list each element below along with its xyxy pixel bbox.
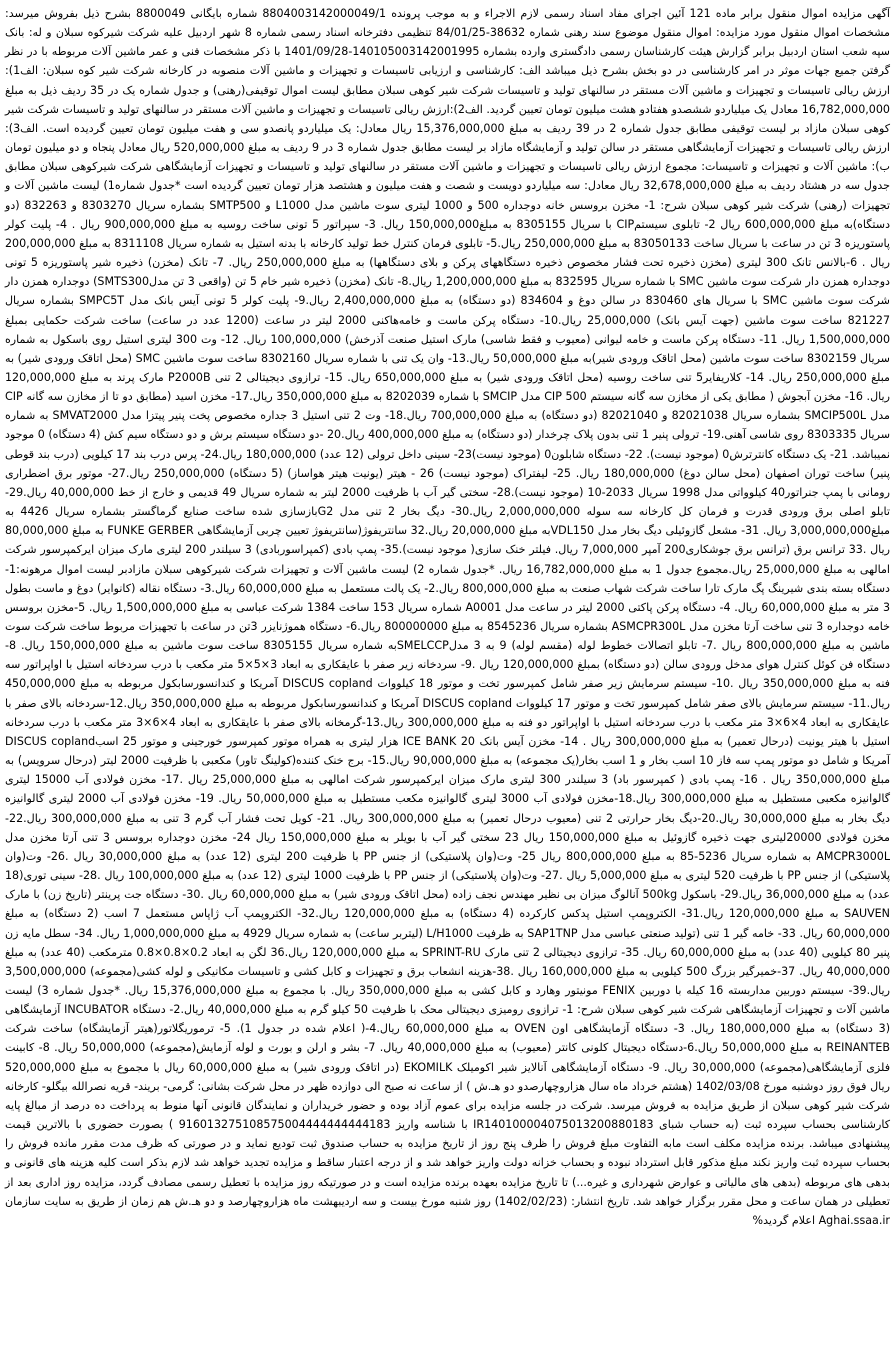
auction-notice-body: آگهی مزایده اموال منقول برابر ماده 121 آئین اجرای مفاد اسناد رسمی لازم الاجراء و به موجب پرونده 8804003142000049/1 شماره بایگانی 8800049 بشرح ذیل بفروش میرسد: مشخصات اموال منقول مورد مزایده: اموال منقول موضوع سند رهنی شماره 38632-84/01/25 تنظیمی دفترخانه اسناد رسمی شماره 8 شهر اردبیل علیه شرکت شیرکوه سبلان و له: بانک سپه شعب استان اردبیل برابر گزارش هیئت کارشناسان رسمی دادگستری وارده بشماره 140105003142001995-1401/09/28 با ذکر مشخصات فنی و عمر ماشین آلات مربوطه با در نظر گرفتن جمیع جهات موثر در امر کارشناسی در دو بخش بشرح ذیل میباشد الف: کارشناسی و ارزیابی تاسیسات و تجهیزات و ماشین آلات منصوبه در کارخانه شرکت شیر کوه سبلان: الف1): ارزش ریالی تاسیسات و تجهیزات و ماشین آلات مستقر در سالنهای تولید و تاسیسات شرکت شیر کوهی سبلان مطابق لیست اموال توقیفی(رهنی) و جدول شماره یک در 35 ردیف ذیل به مبلغ 16,782,000,000 معادل یک میلیاردو ششصدو هفتادو هشت میلیون تومان تعیین گردید. الف2):ارزش ریالی تاسیسات و تجهیزات و ماشین آلات مستقر در سالنهای تولید و تاسیسات شرکت شیر کوهی سبلان مازاد بر لیست توقیفی مطابق جدول شماره 2 در 39 ردیف به مبلغ 15,376,000,000 ریال معادل: یک میلیاردو پانصدو سی و هفت میلیون تومان تعیین گردیده است. الف3): ارزش ریالی تاسیسات و تجهیزات آزمایشگاهی مستقر در سالن تولید و آزمایشگاه مازاد بر لیست مطابق جدول شماره 3 در 9 ردیف به مبلغ 520,000,000 ریال معادل پنجاه و دو میلیون تومان ب): ماشین آلات و تجهیزات و تاسیسات: مجموع ارزش ریالی تاسیسات و تجهیزات و ماشین آلات مستقر در سالنهای تولید و تاسیسات و تجهیزات آزمایشگاهی شرکت شیرکوهی سبلان مطابق جدول سه در هشتاد ردیف به مبلغ 32,678,000,000 ریال معادل: سه میلیاردو دویست و شصت و هفت میلیون و هشتصد هزار تومان تعیین گردیده است *جدول شماره1) لیست ماشین آلات و تجهیزات (رهنی) شرکت شیر کوهی سبلان شرح: 1- مخزن بروسس خانه دوجداره 500 و 1000 لیتری سوت ماشین مدل L1000 و SMTP500 بشماره سریال 8303270 و 832263 (دو دستگاه)به مبلغ 600,000,000 ریال 2- تابلوی سیستمCIP با سریال 8305155 به مبلغ150,000,000 ریال. 3- سپراتور 5 تونی ساخت روسیه به مبلغ 900,000,000 ریال . 4- پلیت کولر پاستوریزه 3 تن در ساعت با سریال ساخت 83050133 به مبلغ 250,000,000 ریال.5- تابلوی فرمان کنترل خط تولید کارخانه با بدنه استیل به شماره سریال 8311108 به مبلغ 200,000,000 ریال . 6-بالانس تانک 300 لیتری (مخزن ذخیره تحت فشار مخصوص ذخیره دستگاههای پرکن و بلای دستگاهها) به مبلغ 250,000,000 ریال. 7- تانک (مخزن) ذخیره شیر پاستوریزه 5 تونی دوجداره همزن دار شرکت سوت ماشین SMC با شماره سریال 832595 به مبلغ 1,200,000,000 ریال.8- تانک (مخزن) ذخیره شیر خام 5 تن (واقعی 3 تن مدلSMTS300) دوجداره همزن دار شرکت سوت ماشین SMC با سریال های 830460 در سالن دوغ و 834604 (دو دستگاه) به مبلغ 2,400,000,000 ریال.9- پلیت کولر 5 تونی آیس بانک مدل SMPC5T بشماره سریال 821227 ساخت سوت ماشین (جهت آیس بانک) 25,000,000 ریال.10- دستگاه پرکن ماست و خامه‌هاکنی 2000 لیتر در ساعت (1200 عدد در ساعت) ساخت شرکت حکمایی بمبلغ 1,500,000,000 ریال. 11- دستگاه پرکن ماست و خامه لیوانی (معیوب و فقط شاسی) مارک استیل صنعت آذرخش) 100,000,000 ریال. 12- وت 300 لیتری استیل روی باسکول به شماره سریال 8302159 ساخت سوت ماشین (محل اتاقک ورودی شیر)به مبلغ 50,000,000 ریال.13- وان یک تنی با شماره سریال 8302160 ساخت سوت ماشین SMC (محل اتاقک ورودی شیر) به مبلغ 250,000,000 ریال. 14- کلاریفایر5 تنی ساخت روسیه (محل اتاقک ورودی شیر) به مبلغ 650,000,000 ریال. 15- ترازوی دیجیتالی 2 تنی P2000B مارک پرند به مبلغ 120,000,000 ریال. 16- مخزن آبجوش ( مطابق یکی از مخازن سه گانه سیستم CIP 500 مدل SMCIP با شماره 8202039 به مبلغ 350,000,000 ریال.17- مخزن اسید (مطابق دو تا از مخازن سه گانه CIP مدل SMCIP500L بشماره سریال 82021038 و 82021040 (دو دستگاه) به مبلغ 700,000,000 ریال.18- وت 2 تنی استیل 3 جداره مخصوص پخت پنیر پیتزا مدل SMVAT2000 به شماره سریال 8303335 روی شاسی آهنی.19- ترولی پنیر 1 تنی بدون پلاک چرخدار (دو دستگاه) به مبلغ 400,000,000 ریال.20 -دو دستگاه سیستم برش و دو دستگاه سیم کش (4 دستگاه) 0 موجود نمیباشد. 21- یک دستگاه کانترترش0 (موجود نیست). 22- دستگاه شابلون0 (موجود نیست)23- سینی داخل ترولی (12 عدد) 180,000,000 ریال.24- پرس درب بند 17 کیلویی (درب بند قوطی پنیر) ساخت توران اصفهان (محل سالن دوغ) 180,000,000 ریال. 25- لیفتراک (موجود نیست) 26 - هیتر (یونیت هیتر هواساز) (5 دستگاه) 250,000,000 ریال.27- موتور برق اضطراری رومانی با پمپ جنراتور40 کیلوواتی مدل 1998 سریال 2033-10 (موجود نیست).28- سختی گیر آب با ظرفیت 2000 لیتر به شماره سریال 49 قدیمی و خارج از خط 40,000,000 ریال.29- تابلو اصلی برق ورودی قدرت و فرمان کل کارخانه سه سوله 2,000,000,000 ریال.30- دیگ بخار 2 تنی مدل G2بازسازی شده ساخت صنایع گرماگستر بشماره سریال 4426 به مبلغ3,000,000,000 ریال. 31- مشعل گازوئیلی دیگ بخار مدل VDL150به مبلغ 20,000,000 ریال.32 سانتریفوژ(سانتریفوژ تعیین چربی آزمایشگاهی FUNKE GERBER به مبلغ 80,000,000 ریال .33 ترانس برق (ترانس برق جوشکاری200 آمپر 7,000,000 ریال. فیلتر خنک سازی( موجود نیست).35- پمپ بادی (کمپراسوربادی) 3 سیلندر 200 لیتری مارک میزان ایرکمپرسور شرکت امالهی به مبلغ 25,000,000 ریال.مجموع جدول 1 به مبلغ 16,782,000,000 ریال. *جدول شماره 2) لیست ماشین آلات و تجهیزات شرکت شیرکوهی سبلان مازادبر لیست اموال مرهونه:1- دستگاه بسته بندی شیرینگ پگ مارک تارا ساخت شرکت شهاب صنعت به مبلغ 800,000,000 ریال.2- یک پالت مستعمل به مبلغ 60,000,000 ریال.3- دستگاه نقاله (کانوایر) دوغ و ماست بطول 3 متر به مبلغ 60,000,000 ریال. 4- دستگاه پرکن پاکتی 2000 لیتر در ساعت مدل A0001 شماره سریال 153 ساخت 1384 شرکت عباسی به مبلغ 1,500,000,000 ریال. 5-مخزن بروسس خامه دوجداره 3 تنی ساخت آرتا مخزن مدل ASMCPR300L بشماره سریال 8545236 به مبلغ 800000000 ریال.6- دستگاه هموژنایزر 3تن در ساعت با تجهیزات مربوط ساخت شرکت سوت ماشین به مبلغ 800,000,000 ریال .7- تابلو اتصالات خطوط لوله (مقسم لوله) 9 به 3 مدلSMELCCPبه شماره سریال 8305155 ساخت سوت ماشین به مبلغ 150,000,000 ریال. 8- دستگاه فن کوئل کنترل هوای مدخل ورودی سالن (دو دستگاه) بمبلغ 120,000,000 ریال .9- سردخانه زیر صفر با عایقکاری به ابعاد 3×5×5 متر مکعب با درب سردخانه استیل با اواپراتور سه فنه به مبلغ 350,000,000 ریال .10- سیستم سرمایش زیر صفر شامل کمپرسور تخت و موتور 18 کیلووات DISCUS copland آمریکا و کندانسورسابکول مربوطه به مبلغ 450,000,000 ریال.11- سیستم سرمایش بالای صفر شامل کمپرسور تخت و موتور 17 کیلووات DISCUS copland آمریکا و کندانسورسابکول مربوطه به مبلغ 350,000,000 ریال.12-سردخانه بالای صفر با عایقکاری به ابعاد 4×6×3 متر مکعب با درب سردخانه استیل با اواپراتور دو فنه به مبلغ 300,000,000 ریال.13-گرمخانه بالای صفر با عایقکاری به ابعاد 4×6×3 متر مکعب با درب سردخانه استیل با هیتر یونیت (درحال تعمیر) به مبلغ 300,000,000 ریال . 14- مخزن آیس بانک ICE BANK 20 هزار لیتری به همراه موتور کمپرسور خورجینی و موتور 25 اسبDISCUS copland آمریکا و شامل دو موتور پمپ سه فاز 10 اسب بخار و 1 اسب بخار(یک مجموعه) به مبلغ 90,000,000 ریال.15- برج خنک کننده(کولینگ تاور) مکعبی با ظرفیت 2000 لیتر (درحال سرویس) به مبلغ 350,000,000 ریال . 16- پمپ بادی ( کمپرسور باد) 3 سیلندر 300 لیتری مارک میزان ایرکمپرسور شرکت امالهی به مبلغ 25,000,000 ریال .17- مخزن فولادی آب 15000 لیتری گالوانیزه مکعبی مستطیل به مبلغ 300,000,000 ریال.18-مخزن فولادی آب 3000 لیتری گالوانیزه مکعب مستطیل به مبلغ 50,000,000 ریال. 19- مخزن فولادی آب 2000 لیتری گالوانیزه دیگ بخار به مبلغ 30,000,000 ریال.20-دیگ بخار حرارتی 2 تنی (معیوب درحال تعمیر) به مبلغ 300,000,000 ریال. 21- کویل تحت فشار آب گرم 3 تنی به مبلغ 300,000,000 ریال.22- مخزن فولادی 20000لیتری جهت ذخیره گازوئیل به مبلغ 150,000,000 ریال 23 سختی گیر آب با بویلر به مبلغ 150,000,000 ریال 24- مخزن دوجداره بروسس 3 تنی آرتا مخزن مدل AMCPR3000L به شماره سریال 5236-85 به مبلغ 800,000,000 ریال 25- وت(وان پلاستیکی) از جنس PP با ظرفیت 200 لیتری (12 عدد) به مبلغ 30,000,000 ریال .26- وت(وان پلاستیکی) از جنس PP با ظرفیت 520 لیتری به مبلغ 5,000,000 ریال .27- وت(وان پلاستیکی) از جنس PP با ظرفیت 1000 لیتری (12 عدد) به مبلغ 100,000,000 ریال .28- سینی توری(18 عدد) به مبلغ 36,000,000 ریال.29- باسکول 500kg آنالوگ میزان بی نظیر مهندس نجف زاده (محل اتاقک ورودی شیر) به مبلغ 60,000,000 ریال .30- دستگاه جت پرینتر (تاریخ زن) با مارک SAUVEN به مبلغ 120,000,000 ریال.31- الکتروپمپ استیل پدکس کارکرده (4 دستگاه) به مبلغ 120,000,000 ریال.32- الکتروپمپ آب ژاپاس مستعمل 7 اسب (2 دستگاه) به مبلغ 60,000,000 ریال. 33- خامه گیر 1 تنی (تولید صنعتی عباسی مدل SAP1TNP به ظرفیت L/H1000 (لیتربر ساعت) به شماره سریال 4929 به مبلغ 1,000,000,000 ریال. 34- سطل مایه زن پنیر 80 کیلویی (40 عدد) به مبلغ 60,000,000 ریال. 35- ترازوی دیجیتالی 2 تنی مارک SPRINT-RU به مبلغ 120,000,000 ریال.36 لگن به ابعاد 0.2×0.8×0.8 مترمکعب (40 عدد) به مبلغ 40,000,000 ریال. 37-خمیرگیر بزرگ 500 کیلویی به مبلغ 160,000,000 ریال .38-هزینه انشعاب برق و تجهیزات و کابل کشی و تاسیسات مکانیکی و لوله کشی(مجموعه) 3,500,000,000 ریال.39- سیستم دوربین مداربسته 16 کیله با دوربین FENIX مونیتور وهارد و کابل کشی به مبلغ 350,000,000 ریال. با مجموع به مبلغ 15,376,000,000 ریال. *جدول شماره 3) لیست ماشین آلات و تجهیزات آزمایشگاهی شرکت شیر کوهی سبلان شرح: 1- ترازوی رومیزی دیجیتالی محک با ظرفیت 50 کیلو گرم به مبلغ 40,000,000 ریال.2- دستگاه INCUBATOR آزمایشگاهی (3 دستگاه) به مبلغ 180,000,000 ریال. 3- دستگاه آزمایشگاهی اون OVEN به مبلغ 60,000,000 ریال.4-( اعلام شده در جدول 1). 5- ترموریگلاتور(هیتر آزمایشگاه) ساخت شرکت REINANTEB به مبلغ 50,000,000 ریال.6-دستگاه دیجیتال کلونی کانتر (معیوب) به مبلغ 40,000,000 ریال. 7- بشر و ارلن و بورت و لوله آزمایش(مجموعه) 50,000,000 ریال. 8- کابینت فلزی آزمایشگاهی(مجموعه) 30,000,000 ریال. 9- دستگاه آزمایشگاهی آنالایز شیر اکومیلک EKOMILK (در اتاقک ورودی شیر) به مبلغ 60,000,000 ریال با مجموع به مبلغ 520,000,000 ریال فوق روز دوشنبه مورخ 1402/03/08 (هشتم خرداد ماه سال هزاروچهارصدو دو هـ.ش ) از ساعت نه صبح الی دوازده ظهر در محل شرکت بشانی: گرمی- بریند- قریه نصرالله بیگلو- کارخانه شرکت شیر کوهی سبلان از طریق مزایده به فروش میرسد. شرکت در جلسه مزایده برای عموم آزاد بوده و حضور خریداران و نمایندگان قانونی آنها منوط به پرداخت ده درصد از مبالغ پایه کارشناسی بحساب سپرده ثبت (به حساب شبای IR140100004075013200880183 با شناسه واریز 916013275108575004444444444183 ) بصورت حضوری با بالاترین قیمت پیشنهادی میباشد. برنده مزایده مکلف است مابه التفاوت مبلغ فروش را ظرف پنج روز از تاریخ مزایده به حساب صندوق ثبت تودیع نماید و در صورتی که ظرف مدت مقرر مانده فروش را بحساب سپرده ثبت واریز نکند مبلغ مذکور قابل استرداد نبوده و بحساب خزانه دولت واریز خواهد شد و از درجه اعتبار ساقط و مزایده تجدید خواهد شد لازم بذکر است کلیه هزینه های قانونی و بدهی های مربوطه (بدهی های مالیاتی و عوارض شهرداری و غیره...) تا تاریخ مزایده بعهده برنده مزایده است و در صورتیکه روز مزایده با تعطیل رسمی مصادف گردد، مزایده روز اداری بعد از تعطیلی در همان ساعت و محل مقرر برگزار خواهد شد. تاریخ انتشار: (1402/02/23) روز شنبه مورخ بیست و سه اردیبهشت ماه هزاروچهارصد و دو هـ.ش هم زمان از طریق به سایت سازمان Aghai.ssaa.ir اعلام گردید% — [5, 7, 891, 1227]
